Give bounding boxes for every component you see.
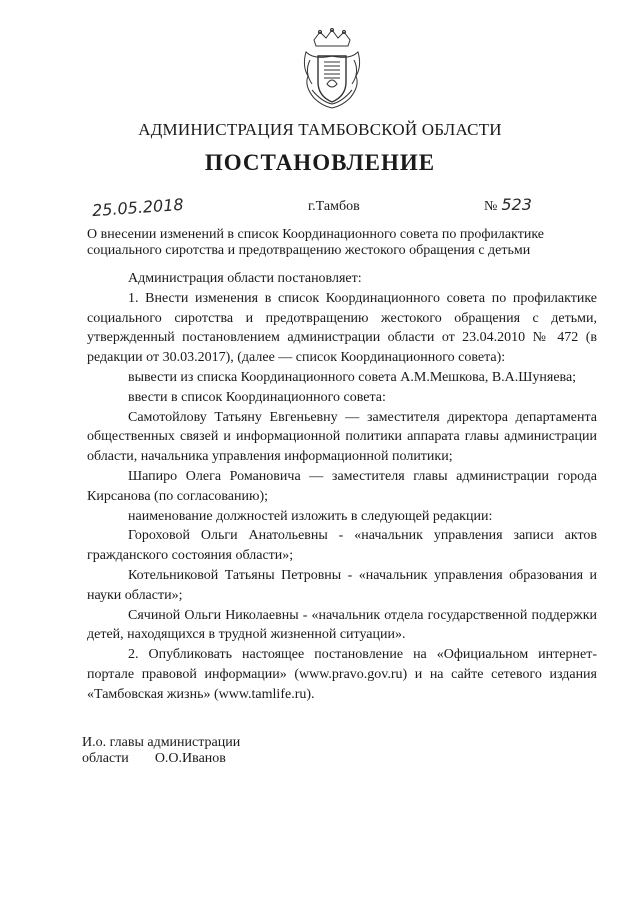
body-paragraph: Котельниковой Татьяны Петровны - «начальник управления образования и науки области»; <box>87 567 597 603</box>
body-paragraph: 1. Внести изменения в список Координационного совета по профилактике социального сиротства и предотвращению жестокого обращения с детьми, утвержденный постановлением администрации области от 23.04.2010 № 472 (в редакции от 30.03.2017), (далее — список Координационного совета): <box>87 290 597 366</box>
document-subject <box>87 227 607 259</box>
organization-name: АДМИНИСТРАЦИЯ ТАМБОВСКОЙ ОБЛАСТИ <box>138 120 502 139</box>
body-paragraph: ввести в список Координационного совета: <box>128 389 386 405</box>
document-date: 25.05.2018 <box>91 194 185 221</box>
body-paragraph: Гороховой Ольги Анатольевны - «начальник управления записи актов гражданского состояния области»; <box>87 528 597 564</box>
document-number <box>484 195 532 215</box>
document-city: г.Тамбов <box>308 199 360 214</box>
subject-line: социального сиротства и предотвращению жестокого обращения с детьми <box>87 243 531 258</box>
signatory-title-line2 <box>82 751 240 767</box>
body-paragraph: 2. Опубликовать настоящее постановление на «Официальном интернет-портале правовой информации» (www.pravo.gov.ru) и на сайте сетевого издания «Тамбовская жизнь» (www.tamlife.ru). <box>87 647 597 702</box>
signatory-name: О.О.Иванов <box>154 751 226 766</box>
body-paragraph: Шапиро Олега Романовича — заместителя главы администрации города Кирсанова (по согласованию); <box>87 468 597 504</box>
coat-of-arms-icon <box>296 26 368 112</box>
body-paragraph: наименование должностей изложить в следующей редакции: <box>128 508 493 524</box>
signatory-region: области <box>82 751 129 766</box>
body-paragraph: Администрация области постановляет: <box>128 271 362 286</box>
subject-line: О внесении изменений в список Координационного совета по профилактике <box>87 227 544 242</box>
document-body <box>87 269 597 705</box>
body-paragraph: Сячиной Ольги Николаевны - «начальник отдела государственной поддержки детей, находящихся в трудной жизненной ситуации». <box>87 607 597 643</box>
document-type-title: ПОСТАНОВЛЕНИЕ <box>204 150 436 175</box>
body-paragraph: вывести из списка Координационного совета А.М.Мешкова, В.А.Шуняева; <box>128 369 577 385</box>
number-prefix: № <box>484 199 498 214</box>
signature-block <box>82 735 240 767</box>
signatory-title: И.о. главы администрации <box>82 735 241 750</box>
body-paragraph: Самотойлову Татьяну Евгеньевну — заместителя директора департамента общественных связей и информационной политики аппарата главы администрации области, начальника управления информационной политики; <box>87 409 597 465</box>
number-value: 523 <box>501 195 532 214</box>
